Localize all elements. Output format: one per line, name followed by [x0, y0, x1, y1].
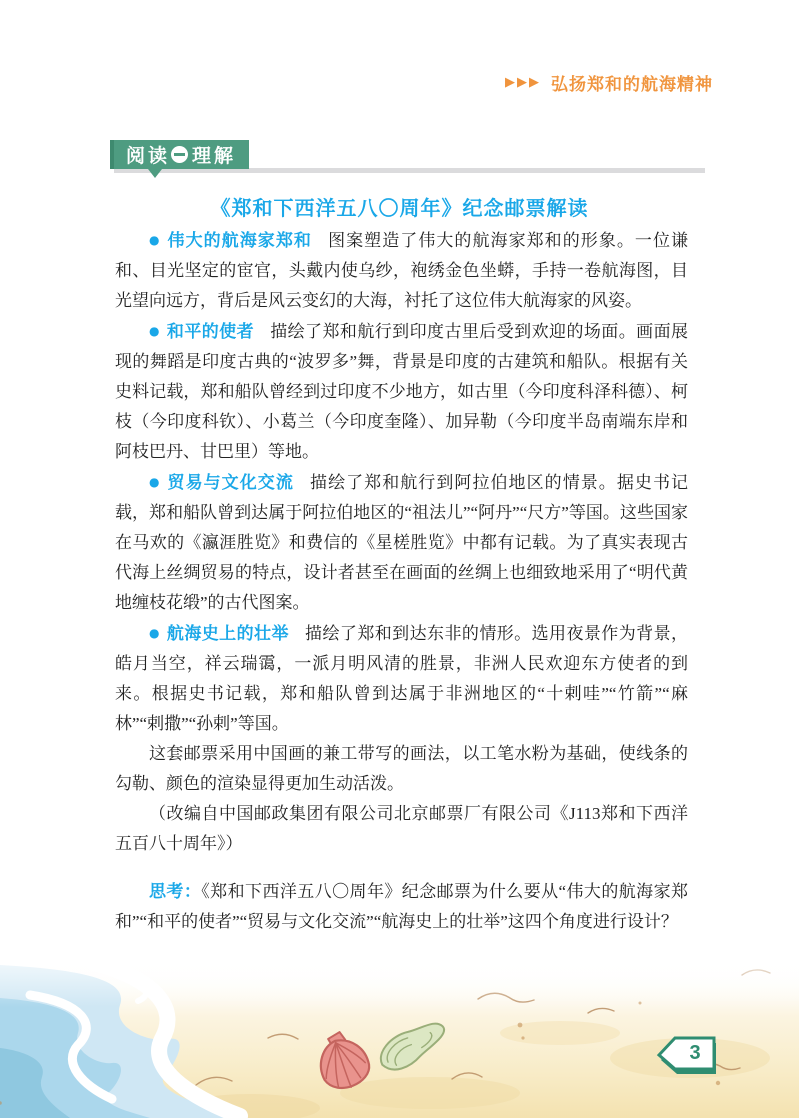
bullet-icon: ●: [149, 626, 160, 640]
paragraph-heading: 伟大的航海家郑和: [167, 231, 312, 250]
paragraph-heading: 航海史上的壮举: [166, 624, 289, 643]
bullet-icon: ●: [149, 233, 161, 247]
think-question: [115, 877, 688, 937]
bullet-icon: ●: [149, 475, 161, 489]
chapter-title: 弘扬郑和的航海精神: [551, 75, 713, 94]
paragraph-source: （改编自中国邮政集团有限公司北京邮票厂有限公司《J113郑和下西洋五百八十周年》）: [115, 804, 688, 853]
chapter-header: [505, 70, 713, 95]
badge-pointer: [148, 169, 162, 178]
paragraph-peace-envoy: [115, 316, 688, 467]
circle-dash-icon: [171, 146, 188, 163]
beach-illustration: [0, 943, 799, 1118]
paragraph-maritime-feat: [115, 618, 688, 739]
paragraph-text: 描绘了郑和航行到印度古里后受到欢迎的场面。画面展现的舞蹈是印度古典的“波罗多”舞，背景是印度的古建筑和船队。根据有关史料记载，郑和船队曾经到过印度不少地方，如古里（今印度科泽科德）、柯枝（今印度科钦）、小葛兰（今印度奎隆）、加异勒（今印度半岛南端东岸和阿枝巴丹、甘巴里）等地。: [115, 322, 689, 461]
paragraph-text: 图案塑造了伟大的航海家郑和的形象。一位谦和、目光坚定的宦官，头戴内使乌纱，袍绣金色坐蟒，手持一卷航海图，目光望向远方，背后是风云变幻的大海，衬托了这位伟大航海家的风姿。: [115, 231, 689, 310]
paragraph-trade-culture: [115, 467, 688, 618]
triple-arrow-icon: ▶▶▶: [505, 75, 541, 90]
paragraph-heading: 贸易与文化交流: [167, 473, 294, 492]
think-label: 思考：: [149, 882, 202, 901]
paragraph-text: 描绘了郑和到达东非的情形。选用夜景作为背景，皓月当空，祥云瑞霭，一派月明风清的胜景，非洲人民欢迎东方使者的到来。根据史书记载，郑和船队曾到达属于非洲地区的“十剌哇”“竹箭”“麻林”“剌撒”“孙剌”等国。: [115, 624, 689, 733]
bullet-icon: ●: [149, 324, 160, 338]
page-number-tab: [656, 1034, 720, 1078]
page-number: 3: [689, 1042, 701, 1064]
badge-label-left: 阅读: [126, 146, 171, 167]
article-title: 《郑和下西洋五八〇周年》纪念邮票解读: [210, 198, 589, 220]
badge-label-right: 理解: [192, 146, 237, 167]
paragraph-closing: 这套邮票采用中国画的兼工带写的画法，以工笔水粉为基础，使线条的勾勒、颜色的渲染显得更加生动活泼。: [115, 744, 688, 793]
paragraph-text: 描绘了郑和航行到阿拉伯地区的情景。据史书记载，郑和船队曾到达属于阿拉伯地区的“祖法儿”“阿丹”“尺方”等国。这些国家在马欢的《瀛涯胜览》和费信的《星槎胜览》中都有记载。为了真实表现古代海上丝绸贸易的特点，设计者甚至在画面的丝绸上也细致地采用了“明代黄地缠枝花缎”的古代图案。: [115, 473, 688, 612]
think-text: 《郑和下西洋五八〇周年》纪念邮票为什么要从“伟大的航海家郑和”“和平的使者”“贸易与文化交流”“航海史上的壮举”这四个角度进行设计？: [115, 882, 689, 931]
article-body: [115, 225, 688, 937]
paragraph-great-navigator: [115, 225, 688, 316]
section-badge: [110, 140, 249, 169]
paragraph-heading: 和平的使者: [166, 322, 255, 341]
